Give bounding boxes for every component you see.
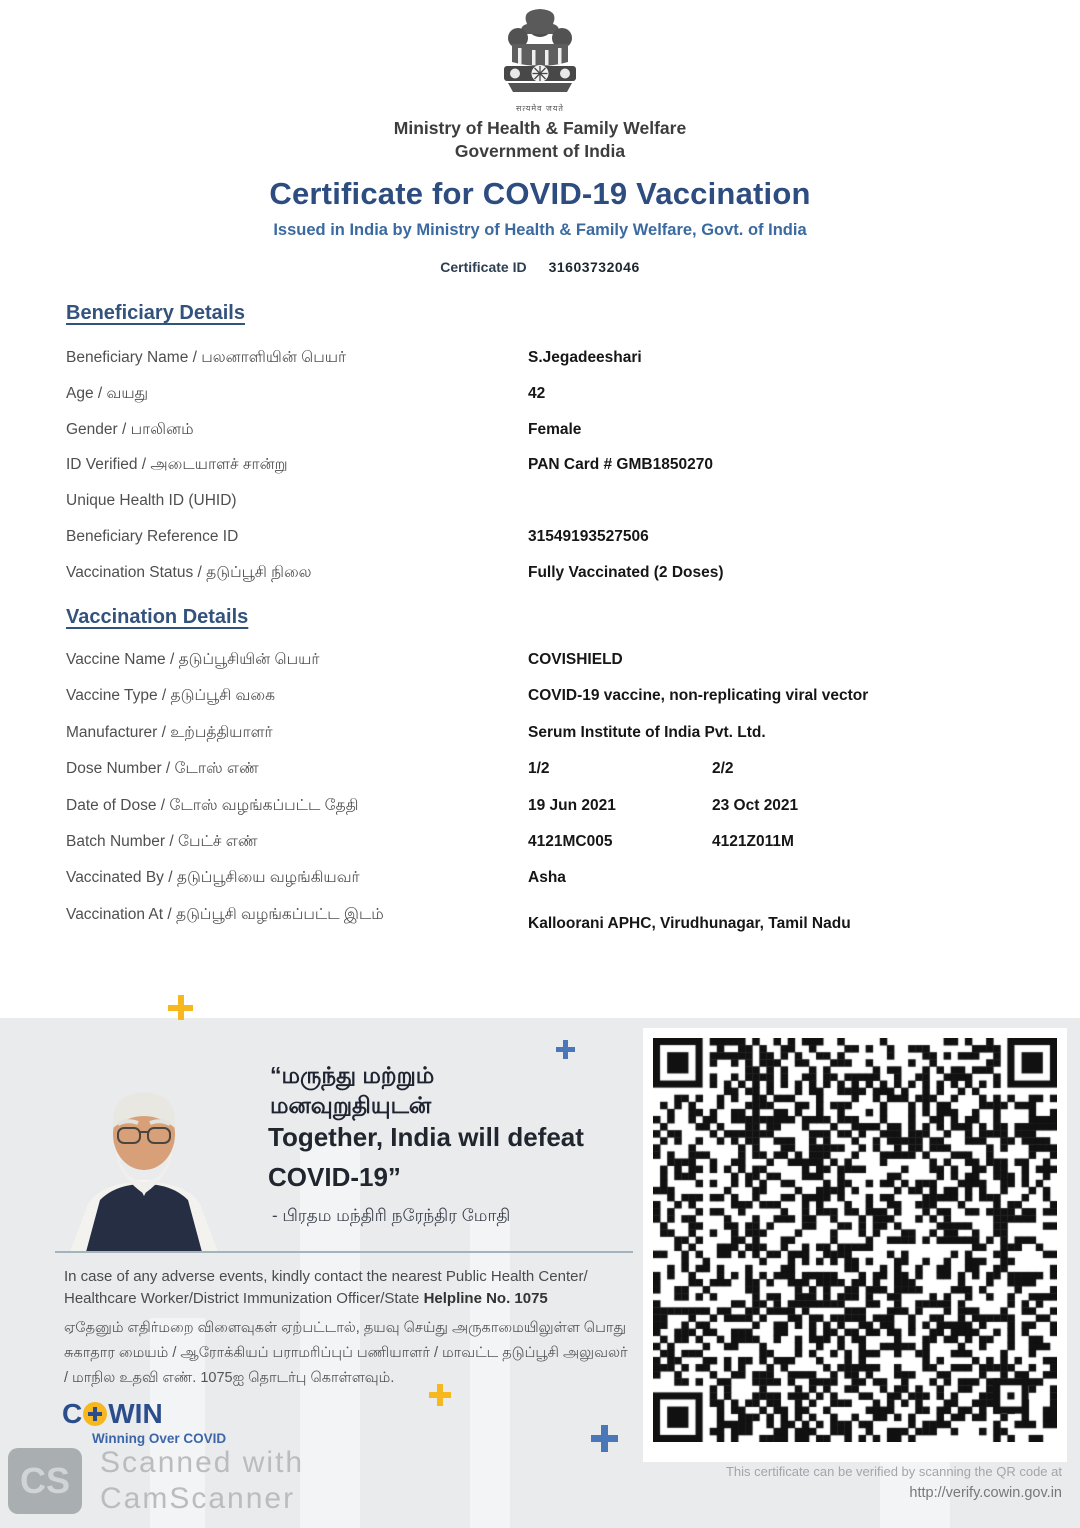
cowin-logo-win: WIN [108, 1398, 163, 1429]
ministry-name: Ministry of Health & Family Welfare [393, 118, 687, 138]
certificate-id-label: Certificate ID [440, 259, 527, 275]
table-row [66, 414, 1026, 450]
field-label: Age / வயது [66, 384, 149, 402]
advisory-tamil: ஏதேனும் எதிர்மறை விளைவுகள் ஏற்பட்டால், தயவு செய்து அருகாமையிலுள்ள பொது சுகாதார மையம் / ஆரோக்கியப் பராமரிப்புப் பணியாளர் / மாவட்ட தடுப்பூசி அலுவலர் / மாநில உதவி எண். 1075ஐ தொடர்பு கொள்ளவும். [64, 1320, 628, 1386]
field-label: Manufacturer / உற்பத்தியாளர் [66, 723, 273, 741]
quote-tamil-line2: மனவுறுதியுடன் [270, 1092, 432, 1118]
field-value: S.Jegadeeshari [528, 349, 642, 366]
table-row [66, 557, 1026, 593]
table-row [66, 521, 1026, 557]
table-row [66, 342, 1026, 378]
pm-portrait [52, 1076, 236, 1252]
cowin-plus-icon [83, 1402, 107, 1426]
field-label: Unique Health ID (UHID) [66, 492, 237, 510]
beneficiary-details-heading: Beneficiary Details [66, 302, 245, 324]
field-value: PAN Card # GMB1850270 [528, 456, 713, 474]
qr-panel [643, 1028, 1067, 1462]
field-label: Vaccination At / தடுப்பூசி வழங்கப்பட்ட இடம் [66, 905, 384, 923]
field-value: Serum Institute of India Pvt. Ltd. [528, 723, 766, 741]
quote-english-line1: Together, India will defeat [268, 1122, 584, 1152]
table-row [66, 790, 1026, 826]
field-value: COVID-19 vaccine, non-replicating viral vector [528, 687, 869, 705]
vaccination-details-table [66, 644, 1026, 935]
field-value: COVISHIELD [528, 651, 623, 668]
table-row [66, 485, 1026, 521]
emblem-motto: सत्यमेव जयते [516, 104, 564, 113]
table-row [66, 449, 1026, 485]
certificate-subtitle: Issued in India by Ministry of Health & Family Welfare, Govt. of India [273, 221, 807, 239]
field-label: Vaccination Status / தடுப்பூசி நிலை [66, 563, 312, 581]
plus-decoration-yellow-icon [168, 995, 193, 1020]
emblem-of-india [475, 8, 605, 114]
field-value: Kalloorani APHC, Virudhunagar, Tamil Nadu [528, 914, 851, 932]
quote-tamil-line1: “மருந்து மற்றும் [270, 1062, 435, 1088]
field-label: ID Verified / அடையாளச் சான்று [66, 456, 288, 474]
table-row [66, 717, 1026, 753]
divider-line [55, 1251, 633, 1253]
field-value: Fully Vaccinated (2 Doses) [528, 563, 724, 581]
field-label: Vaccine Name / தடுப்பூசியின் பெயர் [66, 651, 320, 668]
field-value-dose2: 2/2 [712, 760, 734, 778]
table-row [66, 862, 1026, 898]
field-label: Date of Dose / டோஸ் வழங்கப்பட்ட தேதி [66, 796, 359, 814]
certificate-id-value: 31603732046 [548, 259, 640, 275]
table-row [66, 680, 1026, 716]
field-label: Vaccine Type / தடுப்பூசி வகை [66, 687, 275, 705]
beneficiary-details-table [66, 342, 1026, 593]
field-label: Vaccinated By / தடுப்பூசியை வழங்கியவர் [66, 869, 360, 887]
field-label: Gender / பாலினம் [66, 420, 194, 438]
field-value-dose1: 1/2 [528, 760, 550, 778]
field-label: Beneficiary Reference ID [66, 527, 239, 545]
qr-verify-url: http://verify.cowin.gov.in [909, 1485, 1062, 1501]
field-value: Female [528, 420, 582, 438]
table-row [66, 826, 1026, 862]
government-name: Government of India [454, 141, 626, 161]
table-row [66, 378, 1026, 414]
table-row [66, 644, 1026, 680]
table-row [66, 753, 1026, 789]
cowin-logo [62, 1398, 163, 1430]
field-value-dose1: 4121MC005 [528, 832, 613, 850]
helpline-number: Helpline No. 1075 [423, 1290, 548, 1307]
field-value-dose2: 23 Oct 2021 [712, 796, 799, 814]
camscanner-cs-icon: CS [8, 1448, 82, 1514]
certificate-title: Certificate for COVID-19 Vaccination [269, 176, 811, 211]
field-label: Beneficiary Name / பலனாளியின் பெயர் [66, 349, 347, 366]
field-value: 31549193527506 [528, 527, 649, 545]
field-value-dose1: 19 Jun 2021 [528, 796, 616, 814]
camscanner-watermark-line2: CamScanner [100, 1482, 296, 1515]
vaccination-details-heading: Vaccination Details [66, 606, 249, 628]
cowin-tagline: Winning Over COVID [92, 1431, 227, 1446]
field-value-dose2: 4121Z011M [712, 832, 794, 850]
advisory-english [64, 1266, 609, 1310]
qr-code [653, 1038, 1057, 1442]
field-value: Asha [528, 869, 566, 887]
plus-decoration-blue-small-icon [556, 1040, 575, 1059]
camscanner-watermark-line1: Scanned with [100, 1446, 305, 1479]
pm-portrait-image [52, 1076, 236, 1252]
advisory-english-text: In case of any adverse events, kindly contact the nearest Public Health Center/ Healthcare Worker/District Immunization Officer/State [64, 1268, 588, 1307]
cowin-logo-c: C [62, 1398, 83, 1429]
table-row [66, 899, 1026, 935]
certificate-id-row [0, 259, 1080, 275]
field-label: Batch Number / பேட்ச் எண் [66, 832, 258, 850]
quote-attribution: - பிரதம மந்திரி நரேந்திர மோதி [272, 1206, 511, 1225]
qr-caption-line1: This certificate can be verified by scanning the QR code at [725, 1464, 1062, 1479]
quote-english-line2: COVID-19” [268, 1162, 401, 1192]
field-label: Dose Number / டோஸ் எண் [66, 760, 259, 778]
field-value: 42 [528, 384, 546, 402]
plus-decoration-blue-large-icon [591, 1425, 618, 1452]
emblem-of-india-icon [488, 8, 592, 100]
